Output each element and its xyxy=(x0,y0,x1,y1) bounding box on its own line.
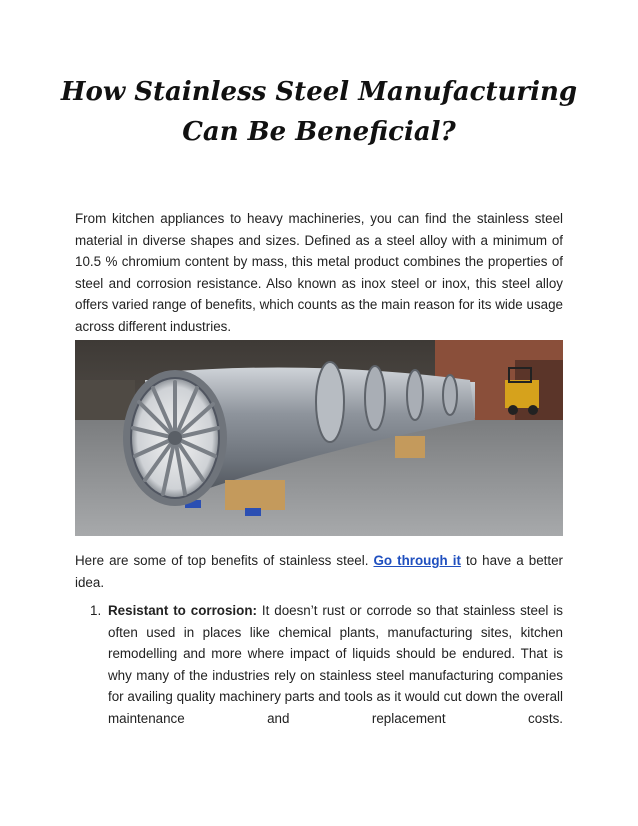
list-heading: Resistant to corrosion: xyxy=(108,603,257,618)
list-text: It doesn’t rust or corrode so that stainless steel is often used in places like chemical plants, manufacturing sites, kitchen remodelling and more where impact of liquids should be endured. That is why many of the industries rely on stainless steel manufacturing companies for availing quality machinery parts and tools as it would cut down the overall maintenance and replacement costs. xyxy=(108,603,563,726)
wood-support xyxy=(225,480,285,510)
benefits-list xyxy=(90,600,563,730)
list-item xyxy=(90,600,563,730)
benefits-intro xyxy=(75,550,563,593)
list-number: 1. xyxy=(90,603,102,618)
page-title: How Stainless Steel Manufacturing Can Be Beneficial? xyxy=(60,77,578,147)
stainless-steel-duct-photo xyxy=(75,340,563,536)
benefits-text-after: to have a better idea. xyxy=(75,553,563,590)
go-through-it-link[interactable]: Go through it xyxy=(373,553,461,568)
intro-paragraph: From kitchen appliances to heavy machineries, you can find the stainless steel material in diverse shapes and sizes. Defined as a steel alloy with a minimum of 10.5 % chromium content by mass, this metal product combines the properties of steel and corrosion resistance. Also known as inox steel or inox, this steel alloy offers varied range of benefits, which counts as the main reason for its wide usage across different industries. xyxy=(75,211,563,334)
benefits-text-before: Here are some of top benefits of stainless steel. xyxy=(75,553,374,568)
